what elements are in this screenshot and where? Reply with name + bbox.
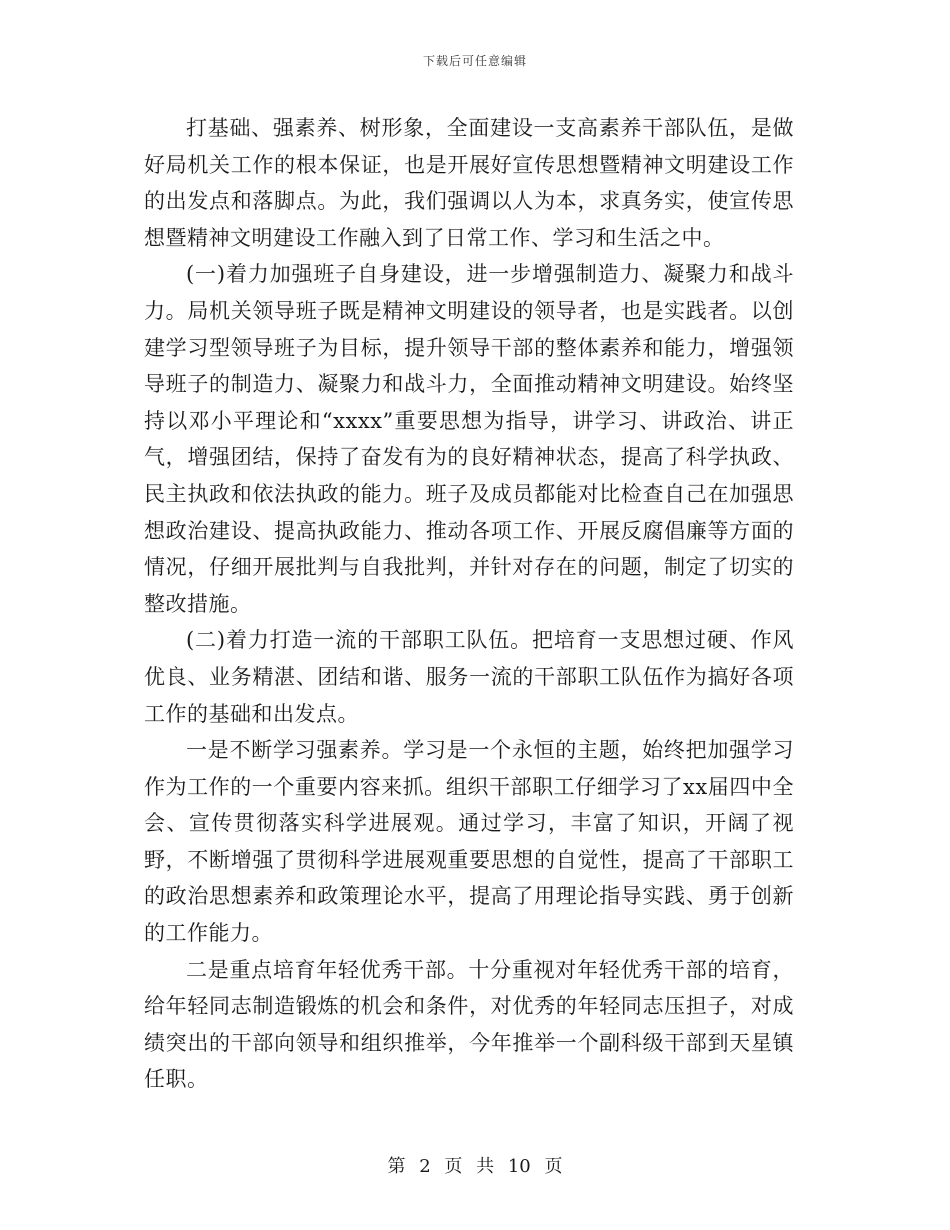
- paragraph-section-2: (二)着力打造一流的干部职工队伍。把培育一支思想过硬、作风优良、业务精湛、团结和谐、服务一流的干部职工队伍作为搞好各项工作的基础和出发点。: [144, 628, 794, 726]
- page-number-footer: 第 2 页 共 10 页: [387, 1156, 563, 1177]
- paragraph-intro: 打基础、强素养、树形象，全面建设一支高素养干部队伍，是做好局机关工作的根本保证，也是开展好宣传思想暨精神文明建设工作的出发点和落脚点。为此，我们强调以人为本，求真务实，使宣传思想暨精神文明建设工作融入到了日常工作、学习和生活之中。: [144, 116, 794, 250]
- paragraph-item-1: 一是不断学习强素养。学习是一个永恒的主题，始终把加强学习作为工作的一个重要内容来抓。组织干部职工仔细学习了xx届四中全会、宣传贯彻落实科学进展观。通过学习，丰富了知识，开阔了视野，不断增强了贯彻科学进展观重要思想的自觉性，提高了干部职工的政治思想素养和政策理论水平，提高了用理论指导实践、勇于创新的工作能力。: [144, 738, 794, 946]
- page-header: 下载后可任意编辑: [422, 54, 527, 68]
- paragraph-item-2: 二是重点培育年轻优秀干部。十分重视对年轻优秀干部的培育，给年轻同志制造锻炼的机会和条件，对优秀的年轻同志压担子，对成绩突出的干部向领导和组织推举，今年推举一个副科级干部到天星镇任职。: [144, 957, 794, 1092]
- paragraph-section-1: (一)着力加强班子自身建设，进一步增强制造力、凝聚力和战斗力。局机关领导班子既是精神文明建设的领导者，也是实践者。以创建学习型领导班子为目标，提升领导干部的整体素养和能力，增强领导班子的制造力、凝聚力和战斗力，全面推动精神文明建设。始终坚持以邓小平理论和“xxxx”重要思想为指导，讲学习、讲政治、讲正气，增强团结，保持了奋发有为的良好精神状态，提高了科学执政、民主执政和依法执政的能力。班子及成员都能对比检查自己在加强思想政治建设、提高执政能力、推动各项工作、开展反腐倡廉等方面的情况，仔细开展批判与自我批判，并针对存在的问题，制定了切实的整改措施。: [144, 262, 794, 616]
- document-body: [144, 110, 794, 1098]
